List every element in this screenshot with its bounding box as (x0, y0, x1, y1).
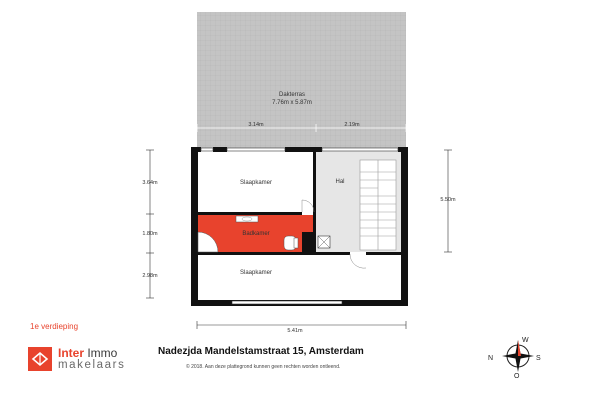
logo-house-icon (28, 347, 52, 371)
svg-text:O: O (514, 373, 520, 380)
logo-text-line1: Inter Immo (58, 346, 118, 360)
svg-text:N: N (488, 355, 494, 362)
floor-label: 1e verdieping (30, 322, 79, 331)
compass-icon (478, 336, 568, 380)
address-title: Nadezjda Mandelstamstraat 15, Amsterdam (158, 346, 364, 357)
room-label-bedroom-top: Slaapkamer (239, 180, 273, 186)
dimension-top-left: 3.14m (248, 122, 264, 128)
room-label-hall: Hal (335, 179, 345, 185)
terrace-name: Dakterras (278, 92, 306, 98)
dimension-left-1: 3.64m (142, 180, 158, 186)
dimension-right-label: 5.50m (440, 197, 456, 203)
room-label-bathroom: Badkamer (242, 231, 270, 237)
terrace-size: 7.76m x 5.87m (272, 100, 312, 106)
dimension-top-right: 2.19m (344, 122, 360, 128)
bottom-window (232, 301, 342, 304)
brand-logo (28, 346, 148, 372)
svg-text:S: S (536, 355, 541, 362)
svg-text:W: W (522, 337, 529, 344)
dimension-bottom-label: 5.41m (287, 328, 303, 334)
logo-text-line2: makelaars (58, 359, 126, 371)
dimension-left-3: 2.98m (142, 273, 158, 279)
staircase (360, 160, 396, 250)
room-label-bedroom-bottom: Slaapkamer (239, 270, 273, 276)
copyright-notice: © 2018. Aan deze plattegrond kunnen geen rechten worden ontleend. (186, 364, 341, 370)
dimension-left-2: 1.80m (142, 231, 158, 237)
